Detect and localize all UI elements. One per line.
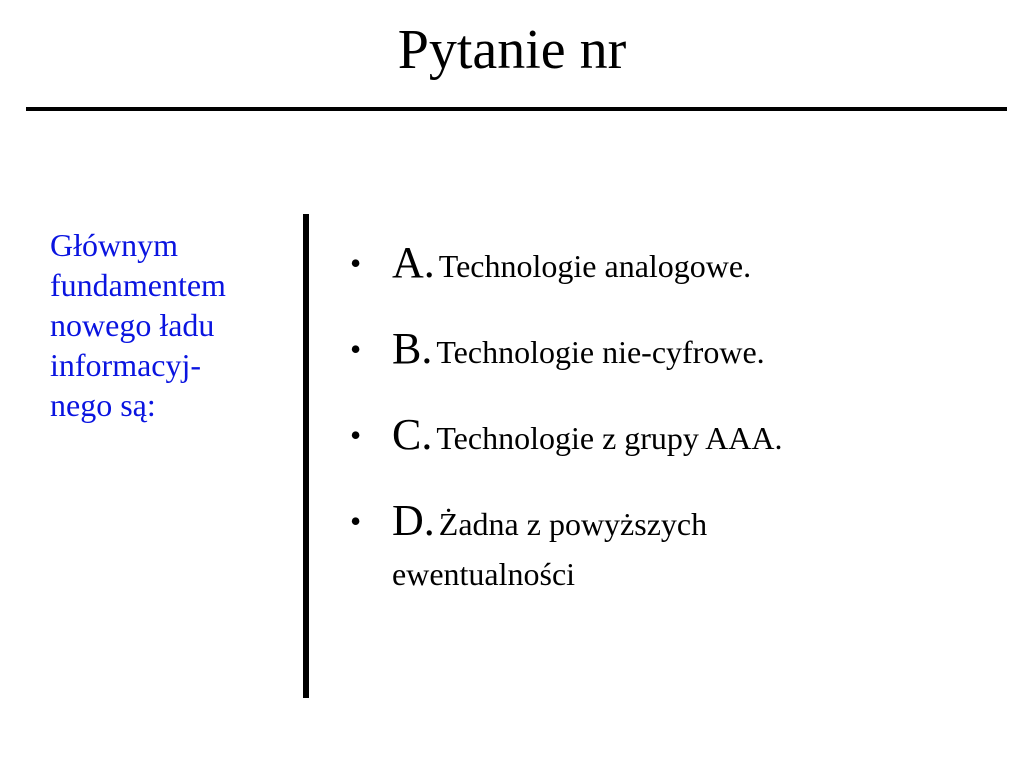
option-letter: C.: [392, 410, 433, 459]
question-line: fundamentem: [50, 267, 226, 303]
answer-option-a: [350, 232, 990, 304]
answer-option-b: [350, 318, 990, 390]
question-line: nego są:: [50, 387, 156, 423]
bullet-icon: •: [350, 331, 362, 367]
answer-option-d: [350, 490, 990, 594]
question-line: nowego ładu: [50, 307, 215, 343]
option-letter: D.: [392, 496, 435, 545]
option-letter: B.: [392, 324, 433, 373]
question-line: Głównym: [50, 227, 178, 263]
option-text: Żadna z powyższych: [438, 506, 708, 542]
option-text: Technologie nie-cyfrowe.: [436, 334, 765, 370]
bullet-icon: •: [350, 417, 362, 453]
answer-options-list: [350, 232, 990, 608]
answer-option-c: [350, 404, 990, 476]
option-text: Technologie analogowe.: [438, 248, 752, 284]
question-line: informacyj-: [50, 347, 202, 383]
bullet-icon: •: [350, 245, 362, 281]
bullet-icon: •: [350, 503, 362, 539]
option-letter: A.: [392, 238, 435, 287]
vertical-divider: [303, 214, 309, 698]
option-text: Technologie z grupy AAA.: [436, 420, 783, 456]
slide-title: Pytanie nr: [397, 19, 627, 81]
question-text: [50, 225, 290, 425]
option-text-continuation: ewentualności: [392, 556, 576, 592]
title-underline: [26, 107, 1007, 111]
